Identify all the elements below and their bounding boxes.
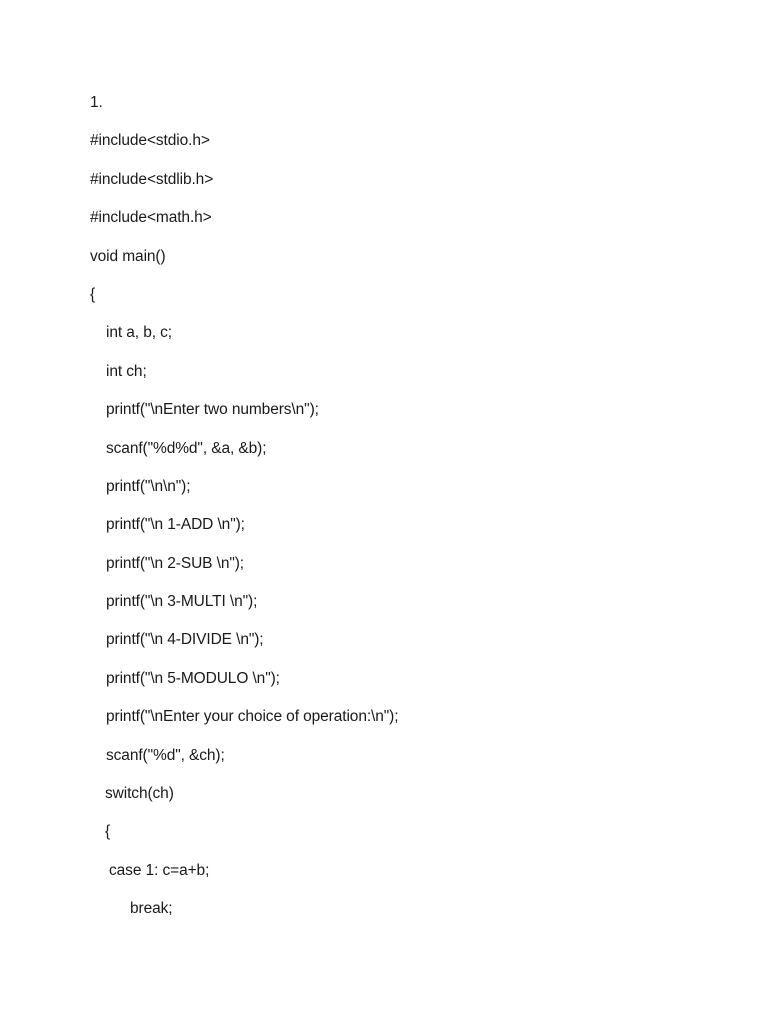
code-line-16: printf("\n 5-MODULO \n"); — [106, 669, 280, 687]
code-listing — [90, 92, 398, 937]
code-line-11: printf("\n\n"); — [106, 477, 191, 495]
code-line-1: 1. — [90, 94, 103, 111]
code-line-5: void main() — [90, 247, 166, 265]
code-line-2: #include<stdio.h> — [90, 132, 210, 150]
code-line-10: scanf("%d%d", &a, &b); — [106, 439, 267, 457]
code-line-22: break; — [130, 900, 173, 918]
code-line-6: { — [90, 285, 96, 303]
code-line-18: scanf("%d", &ch); — [106, 746, 225, 764]
code-line-15: printf("\n 4-DIVIDE \n"); — [106, 631, 264, 649]
code-line-3: #include<stdlib.h> — [90, 170, 214, 188]
code-line-9: printf("\nEnter two numbers\n"); — [106, 401, 319, 419]
code-line-20: { — [105, 823, 111, 841]
code-line-4: #include<math.h> — [90, 209, 212, 227]
code-line-8: int ch; — [106, 362, 147, 380]
code-line-13: printf("\n 2-SUB \n"); — [106, 554, 245, 572]
code-line-21: case 1: c=a+b; — [109, 861, 210, 879]
code-line-14: printf("\n 3-MULTI \n"); — [106, 593, 258, 611]
code-line-7: int a, b, c; — [106, 324, 172, 342]
code-line-17: printf("\nEnter your choice of operation:\n"); — [106, 708, 399, 726]
code-line-12: printf("\n 1-ADD \n"); — [106, 516, 245, 534]
code-line-19: switch(ch) — [105, 785, 174, 803]
